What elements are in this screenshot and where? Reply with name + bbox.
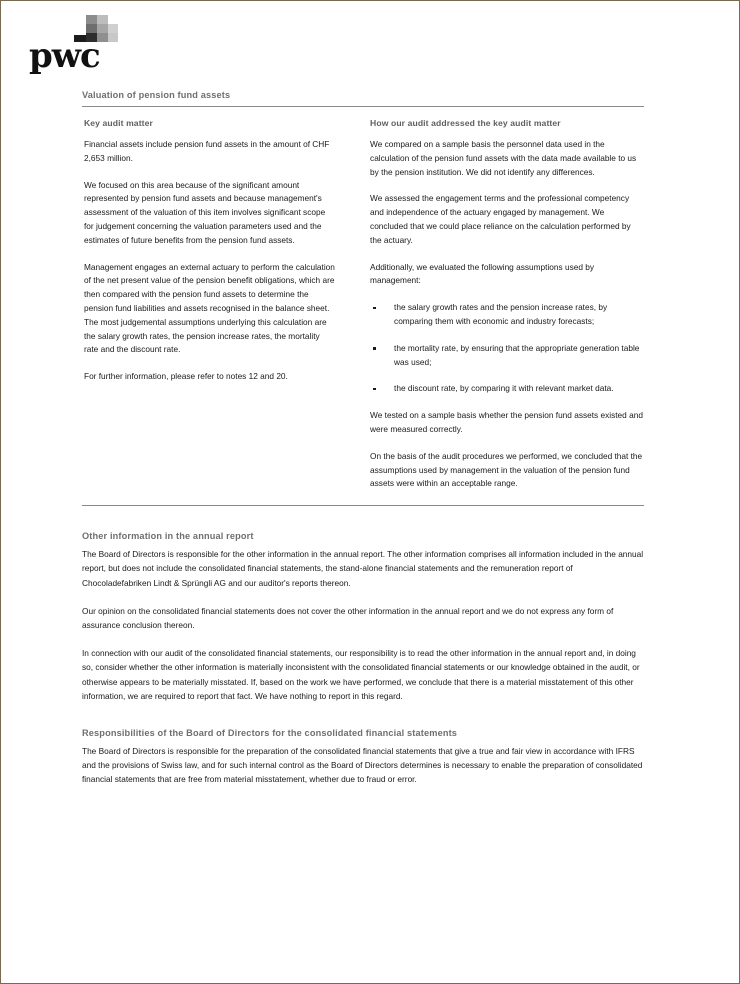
kam-column-right — [363, 118, 644, 491]
list-item-label: the discount rate, by comparing it with relevant market data. — [394, 383, 614, 394]
other-information-section — [82, 530, 644, 703]
kam-right-paragraph: We assessed the engagement terms and the professional competency and independence of the actuary engaged by management. We concluded that we could place reliance on the calculation performed by the actuary. — [370, 193, 631, 245]
kam-left-paragraph: Management engages an external actuary to perform the calculation of the net present value of the pension benefit obligations, which are then compared with the pension fund assets to determine the pension fund liabilities and assets recognised in the balance sheet. The most judgemental assumptions underlying this calculation are the salary growth rates, the pension increase rates, the mortality rate and the discount rate. — [84, 261, 335, 355]
list-item — [368, 342, 644, 370]
kam-column-left — [82, 118, 363, 491]
kam-section-title: Valuation of pension fund assets — [82, 90, 231, 100]
other-information-title: Other information in the annual report — [82, 531, 254, 542]
kam-section — [82, 89, 644, 506]
bullet-square-icon — [373, 347, 376, 350]
kam-left-paragraph: Financial assets include pension fund assets in the amount of CHF 2,653 million. — [84, 139, 330, 163]
list-item-label: the mortality rate, by ensuring that the appropriate generation table was used; — [394, 342, 640, 367]
responsibilities-title: Responsibilities of the Board of Directors for the consolidated financial statements — [82, 727, 458, 738]
list-item — [368, 301, 644, 329]
other-information-paragraph: Our opinion on the consolidated financial statements does not cover the other information in the annual report and we do not express any form of assurance conclusion thereon. — [82, 605, 614, 630]
list-item — [368, 382, 644, 396]
kam-right-header: How our audit addressed the key audit matter — [370, 118, 561, 128]
kam-right-paragraph: We tested on a sample basis whether the pension fund assets existed and were measured correctly. — [370, 410, 643, 434]
kam-assumptions-list — [368, 301, 644, 396]
kam-title-divider — [82, 106, 644, 107]
pwc-wordmark: pwc — [29, 36, 100, 76]
bullet-square-icon — [373, 307, 376, 310]
kam-left-paragraph: We focused on this area because of the significant amount represented by pension fund assets and because management's assessment of the valuation of this item involves significant scope for judgement concerning the valuation parameters used and the estimates of future benefits from the pension fund assets. — [84, 179, 326, 245]
pwc-logo — [29, 15, 149, 76]
kam-right-paragraph: On the basis of the audit procedures we performed, we concluded that the assumptions used by management in the valuation of the pension fund assets were within an acceptable range. — [370, 450, 643, 489]
other-information-paragraph: In connection with our audit of the consolidated financial statements, our responsibility is to read the other information in the annual report and, in doing so, consider whether the other information is materially inconsistent with the consolidated financial statements or our knowledge obtained in the audit, or otherwise appears to be materially misstated. If, based on the work we have performed, we conclude that there is a material misstatement of this other information, we are required to report that fact. We have nothing to report in this regard. — [82, 648, 640, 701]
list-item-label: the salary growth rates and the pension increase rates, by comparing them with economic and industry forecasts; — [394, 302, 608, 326]
kam-left-header: Key audit matter — [84, 118, 153, 128]
page-content — [82, 89, 644, 787]
kam-table — [82, 118, 644, 491]
kam-bottom-divider — [82, 505, 644, 506]
other-information-paragraph: The Board of Directors is responsible for the other information in the annual report. The other information comprises all information included in the annual report, but does not include the consolidated financial statements, the stand-alone financial statements and the remuneration report of Chocoladefabriken Lindt & Sprüngli AG and our auditor's reports thereon. — [82, 549, 644, 588]
kam-right-paragraph: Additionally, we evaluated the following assumptions used by management: — [370, 261, 595, 286]
responsibilities-paragraph: The Board of Directors is responsible for the preparation of the consolidated financial statements that give a true and fair view in accordance with IFRS and the provisions of Swiss law, and for such internal control as the Board of Directors determines is necessary to enable the preparation of consolidated financial statements that are free from material misstatement, whether due to fraud or error. — [82, 745, 643, 785]
kam-right-paragraph: We compared on a sample basis the personnel data used in the calculation of the pension fund assets with the data made available to us by the pension institution. We did not identify any differences. — [370, 139, 637, 177]
responsibilities-section — [82, 727, 644, 787]
bullet-square-icon — [373, 388, 376, 391]
kam-left-paragraph: For further information, please refer to notes 12 and 20. — [84, 371, 288, 382]
